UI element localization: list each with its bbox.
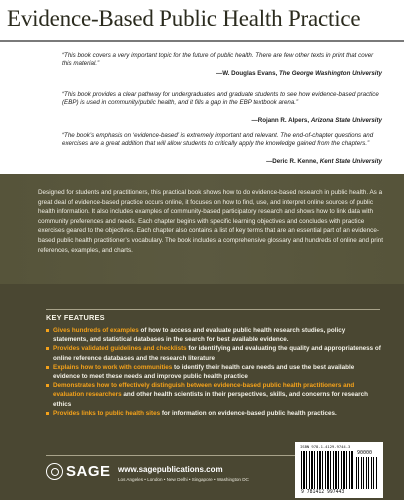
publisher-logo [46, 463, 111, 480]
quote-1: “This book covers a very important topic for the future of public health. There are few other texts in print that cover this material.” [62, 52, 374, 67]
key-feature-text: to identify their health care needs and use the best available evidence to meet these needs and improve public health practice [53, 363, 355, 381]
key-feature-item [46, 326, 381, 344]
key-feature-highlight: Demonstrates how to effectively distinguish between evidence-based public health practitioners and evaluation researchers [53, 382, 355, 399]
price-barcode-icon [356, 457, 378, 489]
key-features-rule [46, 309, 380, 310]
quote-1-attribution [216, 70, 382, 78]
quote-2: “This book provides a clear pathway for undergraduates and graduate students to see how evidence-based practice (EBP) is used in community/public health, and it fills a gap in the EBP textbook arena.” [62, 91, 379, 106]
quote-3-affiliation: Kent State University [319, 158, 382, 165]
quote-1-affiliation: The George Washington University [278, 70, 382, 77]
price-code: 90000 [357, 450, 373, 456]
key-feature-highlight: Explains how to work with communities [53, 363, 173, 371]
book-title: Evidence-Based Public Health Practice [7, 6, 361, 31]
key-feature-item [46, 363, 381, 381]
sage-circle-icon [46, 463, 63, 480]
publisher-name: SAGE [66, 463, 111, 480]
quote-2-attribution [252, 117, 382, 125]
quote-3: “The book’s emphasis on ‘evidence-based’ is extremely important and relevant. The end-of-chapter questions and exercises are a great addition that will allow students to critically apply the knowledge gained from the chapters.” [62, 132, 374, 147]
key-feature-highlight: Provides links to public health sites [53, 409, 161, 417]
quote-3-attribution [266, 158, 382, 166]
key-feature-item [46, 381, 381, 409]
quote-2-affiliation: Arizona State University [310, 117, 382, 124]
quote-1-author: —W. Douglas Evans, [216, 70, 278, 77]
publisher-cities: Los Angeles • London • New Delhi • Singapore • Washington DC [118, 477, 249, 482]
key-feature-highlight: Gives hundreds of examples [53, 327, 139, 334]
publisher-url[interactable]: www.sagepublications.com [118, 465, 223, 474]
key-feature-text: and other health scientists in their perspectives, skills, and concerns for research ethics [53, 391, 368, 408]
barcode-icon [301, 451, 353, 489]
key-feature-item [46, 344, 381, 362]
barcode-number: 9 781412 997443 [301, 490, 345, 495]
quote-2-author: —Rojann R. Alpers, [251, 117, 310, 124]
barcode-box [295, 442, 383, 498]
key-features-heading: KEY FEATURES [46, 313, 105, 322]
key-feature-item [46, 409, 381, 418]
key-feature-text: of how to access and evaluate public health research studies, policy statements, and statistical databases in the search for best available evidence. [53, 327, 346, 344]
quote-3-author: —Deric R. Kenne, [266, 158, 319, 165]
isbn-label: ISBN 978-1-4129-9744-3 [300, 444, 351, 449]
key-feature-highlight: Provides validated guidelines and checklists [53, 345, 187, 353]
book-description: Designed for students and practitioners, this practical book shows how to do evidence-based research in public health. As a great deal of evidence-based practice occurs online, it focuses on how to find, use, and interpret online sources of public health information. It also includes examples of community-based participatory research and shows how to link data with community preferences and needs. Each chapter begins with specific learning objectives and concludes with practice exercises geared to the objectives. Each chapter also contains a list of key terms that are an essential part of an evidence-based public health practitioner’s vocabulary. The book includes a comprehensive glossary and hundreds of online and print references, examples, and charts. [38, 189, 384, 254]
key-feature-text: for information on evidence-based public health practices. [160, 409, 337, 417]
key-feature-text: for identifying and evaluating the quality and appropriateness of online reference databases and the research literature [53, 345, 381, 362]
key-features-list [46, 326, 381, 418]
